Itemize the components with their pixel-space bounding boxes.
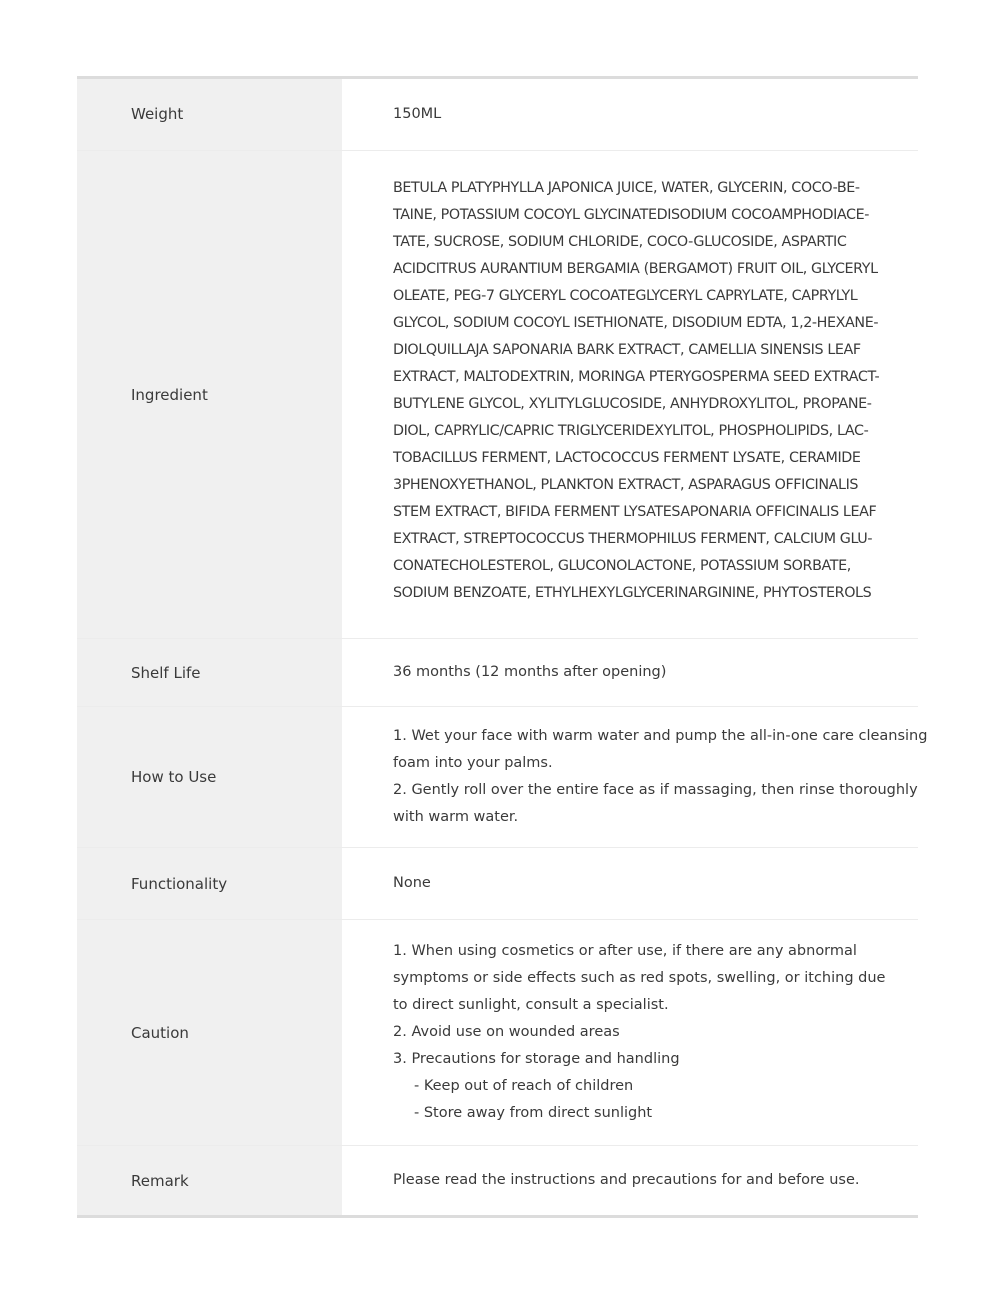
ingredient-line: ACIDCITRUS AURANTIUM BERGAMIA (BERGAMOT) FRUIT OIL, GLYCERYL: [393, 261, 878, 277]
spec-label-cell: [77, 1146, 342, 1215]
caution-sub-line: - Keep out of reach of children: [414, 1078, 634, 1094]
ingredient-line: SODIUM BENZOATE, ETHYLHEXYLGLYCERINARGININE, PHYTOSTEROLS: [393, 585, 872, 601]
remark-label: Remark: [131, 1171, 189, 1190]
ingredient-line: GLYCOL, SODIUM COCOYL ISETHIONATE, DISODIUM EDTA, 1,2-HEXANE-: [393, 315, 879, 331]
spec-row-functionality: [77, 847, 918, 919]
product-spec-table: [77, 76, 928, 1218]
spec-row-weight: [77, 79, 918, 150]
spec-value-cell: [342, 1146, 918, 1215]
ingredient-line: DIOLQUILLAJA SAPONARIA BARK EXTRACT, CAMELLIA SINENSIS LEAF: [393, 342, 861, 358]
spec-row-remark: [77, 1145, 918, 1215]
ingredient-line: BUTYLENE GLYCOL, XYLITYLGLUCOSIDE, ANHYDROXYLITOL, PROPANE-: [393, 396, 872, 412]
ingredient-line: OLEATE, PEG-7 GLYCERYL COCOATEGLYCERYL CAPRYLATE, CAPRYLYL: [393, 288, 858, 304]
functionality-value: None: [393, 875, 431, 891]
how-to-use-line: 1. Wet your face with warm water and pump the all-in-one care cleansing: [393, 728, 928, 744]
how-to-use-label: How to Use: [131, 768, 217, 786]
ingredient-line: DIOL, CAPRYLIC/CAPRIC TRIGLYCERIDEXYLITOL, PHOSPHOLIPIDS, LAC-: [393, 423, 869, 439]
spec-row-shelf-life: [77, 638, 918, 706]
ingredient-line: TATE, SUCROSE, SODIUM CHLORIDE, COCO-GLUCOSIDE, ASPARTIC: [393, 234, 847, 250]
how-to-use-line: 2. Gently roll over the entire face as if massaging, then rinse thoroughly: [393, 782, 918, 798]
ingredient-line: TOBACILLUS FERMENT, LACTOCOCCUS FERMENT LYSATE, CERAMIDE: [393, 450, 861, 466]
ingredient-line: BETULA PLATYPHYLLA JAPONICA JUICE, WATER, GLYCERIN, COCO-BE-: [393, 180, 860, 196]
ingredient-label: Ingredient: [131, 385, 208, 404]
spec-value-cell: [342, 707, 931, 847]
how-to-use-line: with warm water.: [393, 809, 519, 825]
spec-label-cell: [77, 639, 342, 706]
spec-label-cell: [77, 79, 342, 150]
spec-row-caution: [77, 919, 918, 1145]
caution-line: 3. Precautions for storage and handling: [393, 1051, 680, 1067]
spec-row-how-to-use: [77, 706, 928, 847]
functionality-label: Functionality: [131, 874, 228, 893]
ingredient-line: EXTRACT, MALTODEXTRIN, MORINGA PTERYGOSPERMA SEED EXTRACT-: [393, 369, 880, 385]
ingredient-line: EXTRACT, STREPTOCOCCUS THERMOPHILUS FERMENT, CALCIUM GLU-: [393, 531, 873, 547]
spec-label-cell: [77, 151, 342, 638]
spec-value-cell: [342, 79, 918, 150]
shelf-life-label: Shelf Life: [131, 663, 201, 682]
spec-value-cell: [342, 848, 918, 919]
caution-sub-line: - Store away from direct sunlight: [414, 1105, 653, 1121]
spec-value-cell: [342, 920, 918, 1145]
spec-label-cell: [77, 920, 342, 1145]
caution-line: 2. Avoid use on wounded areas: [393, 1024, 620, 1040]
spec-label-cell: [77, 848, 342, 919]
ingredient-value: [393, 175, 879, 607]
ingredient-line: STEM EXTRACT, BIFIDA FERMENT LYSATESAPONARIA OFFICINALIS LEAF: [393, 504, 877, 520]
spec-value-cell: [342, 639, 918, 706]
ingredient-line: 3PHENOXYETHANOL, PLANKTON EXTRACT, ASPARAGUS OFFICINALIS: [393, 477, 859, 493]
spec-row-ingredient: [77, 150, 918, 638]
how-to-use-value: [393, 723, 927, 831]
shelf-life-value: 36 months (12 months after opening): [393, 664, 667, 680]
caution-line: symptoms or side effects such as red spots, swelling, or itching due: [393, 970, 886, 986]
ingredient-line: TAINE, POTASSIUM COCOYL GLYCINATEDISODIUM COCOAMPHODIACE-: [393, 207, 869, 223]
caution-line: to direct sunlight, consult a specialist.: [393, 997, 669, 1013]
remark-value: Please read the instructions and precautions for and before use.: [393, 1172, 860, 1188]
how-to-use-line: foam into your palms.: [393, 755, 553, 771]
caution-value: [393, 938, 885, 1127]
caution-line: 1. When using cosmetics or after use, if there are any abnormal: [393, 943, 857, 959]
spec-value-cell: [342, 151, 918, 638]
spec-label-cell: [77, 707, 342, 847]
weight-value: 150ML: [393, 106, 442, 122]
ingredient-line: CONATECHOLESTEROL, GLUCONOLACTONE, POTASSIUM SORBATE,: [393, 558, 851, 574]
weight-label: Weight: [131, 105, 184, 123]
caution-label: Caution: [131, 1023, 189, 1042]
